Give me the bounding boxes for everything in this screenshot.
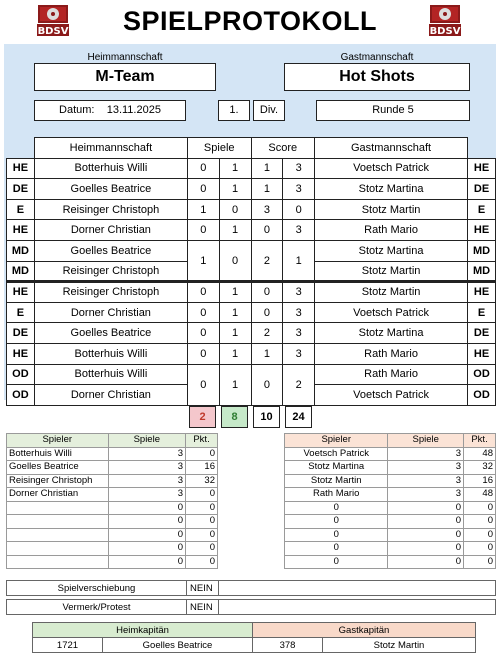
guest-stats-player: Voetsch Patrick (285, 447, 388, 461)
vermerk-notes[interactable] (219, 600, 496, 615)
guest-stats-row (285, 501, 496, 515)
bdsv-logo-left (36, 3, 70, 45)
date-field[interactable] (34, 100, 186, 121)
home-stats-pkt: 0 (186, 542, 218, 556)
vermerk-row (6, 599, 496, 615)
score-guest[interactable]: 3 (283, 343, 315, 364)
guest-team-name[interactable]: Hot Shots (284, 63, 470, 91)
home-stats-spiele: 3 (108, 488, 186, 502)
spielverschiebung-value[interactable]: NEIN (187, 581, 219, 596)
matches-table (6, 137, 496, 406)
home-stats-header-pkt: Pkt. (186, 434, 218, 448)
guest-stats-spiele: 3 (388, 461, 464, 475)
logo-text: BDSV (37, 26, 69, 37)
score-home[interactable]: 2 (251, 323, 283, 344)
guest-player[interactable]: Voetsch Patrick (315, 158, 468, 179)
captains-table (32, 622, 476, 653)
spiele-home[interactable]: 0 (187, 364, 219, 405)
match-type-left: MD (7, 240, 35, 261)
match-row (7, 240, 496, 261)
guest-player[interactable]: Stotz Martina (315, 179, 468, 200)
home-captain-name[interactable]: Goelles Beatrice (103, 638, 253, 653)
guest-player[interactable]: Stotz Martina (315, 240, 468, 261)
guest-stats-player: Stotz Martina (285, 461, 388, 475)
guest-stats-player: 0 (285, 528, 388, 542)
guest-stats-spiele: 0 (388, 501, 464, 515)
match-type-right: HE (468, 220, 496, 241)
guest-player[interactable]: Stotz Martin (315, 282, 468, 303)
guest-stats-row (285, 461, 496, 475)
score-home[interactable]: 1 (251, 158, 283, 179)
home-stats-pkt: 0 (186, 488, 218, 502)
home-stats-pkt: 0 (186, 447, 218, 461)
guest-stats-table (284, 433, 496, 569)
home-stats-pkt: 32 (186, 474, 218, 488)
match-type-right: E (468, 302, 496, 323)
total-score-guest: 24 (285, 406, 312, 428)
guest-stats-row (285, 542, 496, 556)
match-row (7, 364, 496, 385)
guest-stats-pkt: 0 (464, 515, 496, 529)
home-stats-player: Botterhuis Willi (7, 447, 109, 461)
spiele-guest[interactable]: 1 (219, 220, 251, 241)
spiele-guest[interactable]: 1 (219, 364, 251, 405)
match-type-left: OD (7, 364, 35, 385)
guest-stats-pkt: 48 (464, 447, 496, 461)
home-stats-row (7, 542, 218, 556)
guest-stats-player: 0 (285, 555, 388, 569)
guest-player[interactable]: Rath Mario (315, 343, 468, 364)
header-spacer (7, 138, 35, 159)
home-player[interactable]: Goelles Beatrice (34, 240, 187, 261)
guest-stats-player: 0 (285, 542, 388, 556)
score-home[interactable]: 2 (251, 240, 283, 281)
score-home[interactable]: 0 (251, 364, 283, 405)
match-type-right: HE (468, 282, 496, 303)
spiele-home[interactable]: 0 (187, 220, 219, 241)
spiele-guest[interactable]: 1 (219, 343, 251, 364)
guest-stats-row (285, 474, 496, 488)
guest-team-caption: Gastmannschaft (340, 52, 414, 63)
match-type-right: HE (468, 343, 496, 364)
spiele-guest[interactable]: 0 (219, 199, 251, 220)
match-type-left: E (7, 302, 35, 323)
spiele-guest[interactable]: 1 (219, 302, 251, 323)
score-guest[interactable]: 3 (283, 282, 315, 303)
spiele-guest[interactable]: 1 (219, 179, 251, 200)
home-player[interactable]: Dorner Christian (34, 385, 187, 406)
home-stats-row (7, 488, 218, 502)
round-field[interactable]: Runde 5 (316, 100, 470, 121)
guest-stats-spiele: 3 (388, 474, 464, 488)
match-row (7, 323, 496, 344)
guest-stats-spiele: 0 (388, 542, 464, 556)
guest-player[interactable]: Stotz Martin (315, 199, 468, 220)
guest-captain-number[interactable]: 378 (253, 638, 323, 653)
guest-stats-pkt: 0 (464, 501, 496, 515)
page-title: SPIELPROTOKOLL (122, 6, 378, 36)
home-stats-row (7, 515, 218, 529)
match-row (7, 179, 496, 200)
home-player[interactable]: Reisinger Christoph (34, 282, 187, 303)
guest-stats-pkt: 0 (464, 555, 496, 569)
score-home[interactable]: 3 (251, 199, 283, 220)
logo-text: BDSV (429, 26, 461, 37)
home-stats-player: Reisinger Christoph (7, 474, 109, 488)
guest-stats-row (285, 488, 496, 502)
total-score-home: 10 (253, 406, 280, 428)
guest-stats-pkt: 48 (464, 488, 496, 502)
home-player[interactable]: Botterhuis Willi (34, 364, 187, 385)
guest-stats-spiele: 0 (388, 515, 464, 529)
score-home[interactable]: 1 (251, 179, 283, 200)
match-type-right: OD (468, 364, 496, 385)
score-home[interactable]: 0 (251, 220, 283, 241)
home-stats-spiele: 0 (108, 515, 186, 529)
date-value: 13.11.2025 (106, 104, 161, 116)
home-stats-player (7, 542, 109, 556)
guest-stats-row (285, 515, 496, 529)
guest-stats-header-spiele: Spiele (388, 434, 464, 448)
spiele-home[interactable]: 0 (187, 179, 219, 200)
guest-stats-spiele: 3 (388, 447, 464, 461)
guest-stats-pkt: 0 (464, 528, 496, 542)
guest-player[interactable]: Stotz Martin (315, 261, 468, 282)
score-home[interactable]: 0 (251, 282, 283, 303)
home-stats-player (7, 555, 109, 569)
matches-header-home: Heimmannschaft (34, 138, 187, 159)
dartboard-logo-icon (36, 3, 70, 45)
guest-captain-label: Gastkapitän (253, 623, 476, 638)
match-row (7, 302, 496, 323)
match-row (7, 220, 496, 241)
header-spacer (468, 138, 496, 159)
home-stats-pkt: 16 (186, 461, 218, 475)
spiele-home[interactable]: 0 (187, 302, 219, 323)
match-type-right: MD (468, 240, 496, 261)
spiele-guest[interactable]: 0 (219, 240, 251, 281)
match-type-right: MD (468, 261, 496, 282)
score-home[interactable]: 1 (251, 343, 283, 364)
home-player[interactable]: Reisinger Christoph (34, 261, 187, 282)
match-type-right: E (468, 199, 496, 220)
home-team-name[interactable]: M-Team (34, 63, 216, 91)
home-captain-label: Heimkapitän (33, 623, 253, 638)
home-stats-spiele: 0 (108, 555, 186, 569)
home-stats-header-spiele: Spiele (108, 434, 186, 448)
bdsv-logo-right (428, 3, 462, 45)
guest-stats-header-pkt: Pkt. (464, 434, 496, 448)
guest-stats-row (285, 528, 496, 542)
guest-stats-spiele: 0 (388, 528, 464, 542)
home-stats-row (7, 474, 218, 488)
home-stats-row (7, 461, 218, 475)
guest-stats-row (285, 555, 496, 569)
home-stats-player (7, 528, 109, 542)
home-stats-table (6, 433, 218, 569)
guest-player[interactable]: Voetsch Patrick (315, 302, 468, 323)
guest-player[interactable]: Rath Mario (315, 364, 468, 385)
guest-stats-spiele: 0 (388, 555, 464, 569)
spiele-home[interactable]: 1 (187, 240, 219, 281)
guest-stats-pkt: 16 (464, 474, 496, 488)
guest-stats-row (285, 447, 496, 461)
score-guest[interactable]: 3 (283, 179, 315, 200)
home-stats-spiele: 3 (108, 461, 186, 475)
home-player[interactable]: Goelles Beatrice (34, 179, 187, 200)
guest-stats-header-spieler: Spieler (285, 434, 388, 448)
home-stats-player: Dorner Christian (7, 488, 109, 502)
home-player[interactable]: Botterhuis Willi (34, 343, 187, 364)
home-stats-header-spieler: Spieler (7, 434, 109, 448)
score-guest[interactable]: 0 (283, 199, 315, 220)
home-player[interactable]: Dorner Christian (34, 302, 187, 323)
score-home[interactable]: 0 (251, 302, 283, 323)
vermerk-label: Vermerk/Protest (7, 600, 187, 615)
home-stats-spiele: 3 (108, 474, 186, 488)
match-type-right: OD (468, 385, 496, 406)
match-row (7, 282, 496, 303)
score-guest[interactable]: 3 (283, 302, 315, 323)
guest-player[interactable]: Voetsch Patrick (315, 385, 468, 406)
spielverschiebung-row (6, 580, 496, 596)
guest-stats-pkt: 0 (464, 542, 496, 556)
match-type-left: MD (7, 261, 35, 282)
spiele-home[interactable]: 0 (187, 343, 219, 364)
match-type-left: E (7, 199, 35, 220)
match-type-left: DE (7, 323, 35, 344)
home-stats-pkt: 0 (186, 528, 218, 542)
score-guest[interactable]: 1 (283, 240, 315, 281)
match-type-left: DE (7, 179, 35, 200)
match-type-left: HE (7, 220, 35, 241)
spiele-home[interactable]: 0 (187, 282, 219, 303)
home-stats-row (7, 447, 218, 461)
spiele-guest[interactable]: 1 (219, 158, 251, 179)
guest-player[interactable]: Stotz Martina (315, 323, 468, 344)
spiele-guest[interactable]: 1 (219, 323, 251, 344)
date-label: Datum: (59, 104, 95, 116)
match-row (7, 199, 496, 220)
match-type-right: HE (468, 158, 496, 179)
guest-stats-player: Stotz Martin (285, 474, 388, 488)
home-stats-player (7, 501, 109, 515)
score-guest[interactable]: 3 (283, 323, 315, 344)
guest-captain-name[interactable]: Stotz Martin (323, 638, 476, 653)
spielverschiebung-notes[interactable] (219, 581, 496, 596)
match-type-right: DE (468, 179, 496, 200)
home-captain-number[interactable]: 1721 (33, 638, 103, 653)
home-stats-pkt: 0 (186, 501, 218, 515)
spiele-home[interactable]: 0 (187, 323, 219, 344)
home-player[interactable]: Reisinger Christoph (34, 199, 187, 220)
home-stats-player: Goelles Beatrice (7, 461, 109, 475)
home-stats-player (7, 515, 109, 529)
home-stats-row (7, 555, 218, 569)
match-row (7, 343, 496, 364)
match-type-left: HE (7, 282, 35, 303)
guest-stats-player: 0 (285, 501, 388, 515)
match-type-left: OD (7, 385, 35, 406)
guest-stats-spiele: 3 (388, 488, 464, 502)
total-spiele-guest: 8 (221, 406, 248, 428)
home-stats-row (7, 528, 218, 542)
home-player[interactable]: Botterhuis Willi (34, 158, 187, 179)
home-player[interactable]: Dorner Christian (34, 220, 187, 241)
dartboard-logo-icon (428, 3, 462, 45)
match-type-right: DE (468, 323, 496, 344)
league-number-field[interactable]: 1. (218, 100, 250, 121)
league-label: Div. (253, 100, 285, 121)
home-stats-row (7, 501, 218, 515)
match-row (7, 158, 496, 179)
home-stats-pkt: 0 (186, 515, 218, 529)
home-stats-spiele: 3 (108, 447, 186, 461)
match-type-left: HE (7, 158, 35, 179)
score-guest[interactable]: 2 (283, 364, 315, 405)
vermerk-value[interactable]: NEIN (187, 600, 219, 615)
spielverschiebung-label: Spielverschiebung (7, 581, 187, 596)
guest-stats-pkt: 32 (464, 461, 496, 475)
matches-header-score: Score (251, 138, 315, 159)
home-player[interactable]: Goelles Beatrice (34, 323, 187, 344)
match-type-left: HE (7, 343, 35, 364)
score-guest[interactable]: 3 (283, 158, 315, 179)
score-guest[interactable]: 3 (283, 220, 315, 241)
total-spiele-home: 2 (189, 406, 216, 428)
guest-stats-player: 0 (285, 515, 388, 529)
home-stats-spiele: 0 (108, 501, 186, 515)
home-stats-spiele: 0 (108, 528, 186, 542)
home-stats-spiele: 0 (108, 542, 186, 556)
matches-header-guest: Gastmannschaft (315, 138, 468, 159)
matches-header-spiele: Spiele (187, 138, 251, 159)
spiele-home[interactable]: 0 (187, 158, 219, 179)
spiele-guest[interactable]: 1 (219, 282, 251, 303)
spiele-home[interactable]: 1 (187, 199, 219, 220)
home-team-caption: Heimmannschaft (87, 52, 163, 63)
guest-stats-player: Rath Mario (285, 488, 388, 502)
home-stats-pkt: 0 (186, 555, 218, 569)
guest-player[interactable]: Rath Mario (315, 220, 468, 241)
